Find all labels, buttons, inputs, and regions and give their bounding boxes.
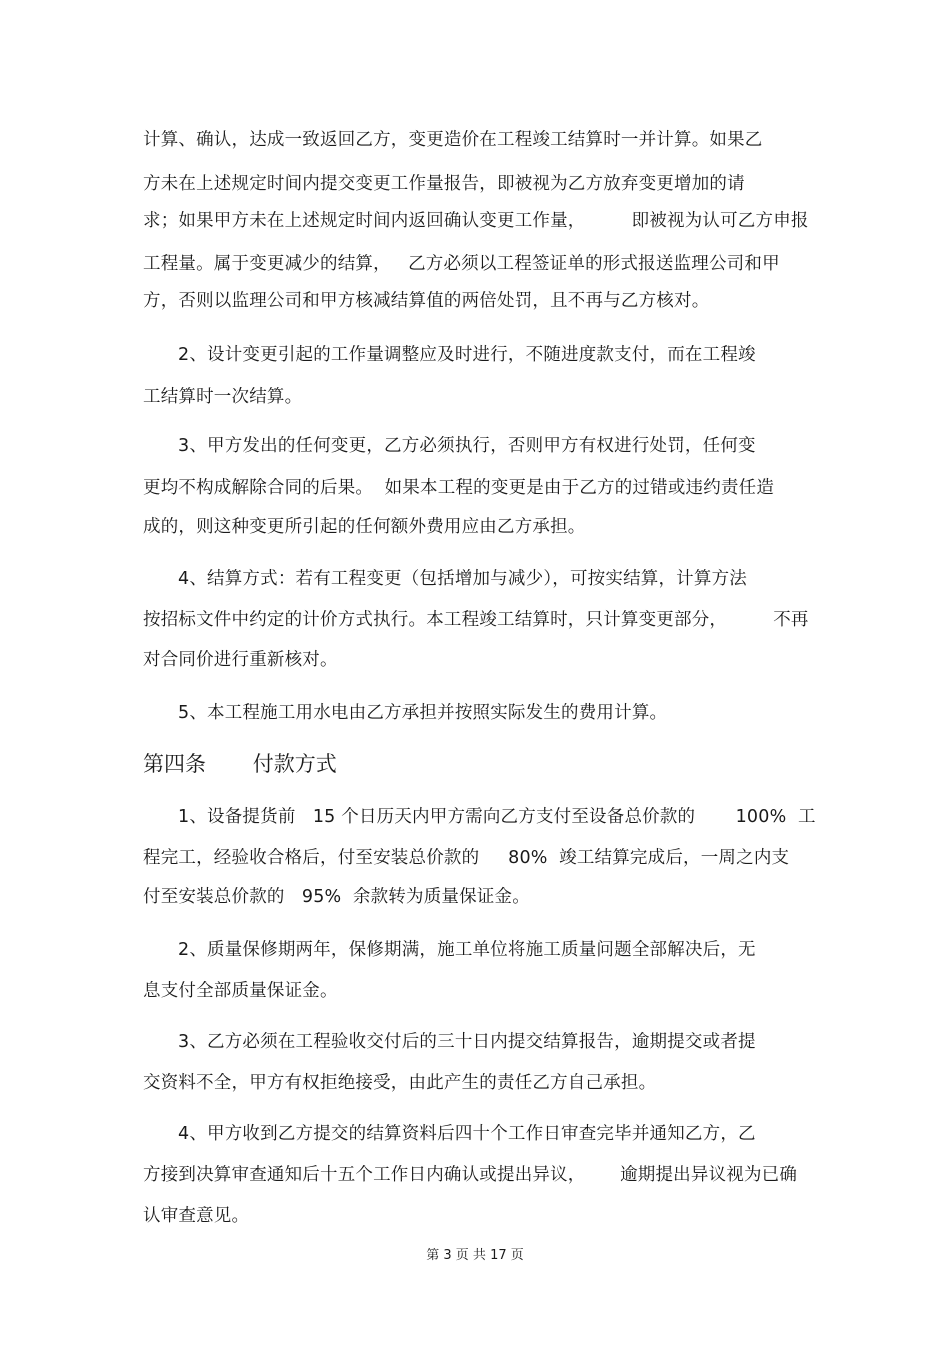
paragraph-line: 付至安装总价款的 95% 余款转为质量保证金。 xyxy=(143,887,530,907)
paragraph-line: 方接到决算审查通知后十五个工作日内确认或提出异议， 逾期提出异议视为已确 xyxy=(143,1165,798,1185)
paragraph-line: 息支付全部质量保证金。 xyxy=(143,981,338,1001)
footer-total-pages: 17 xyxy=(490,1248,507,1263)
paragraph-line: 交资料不全，甲方有权拒绝接受，由此产生的责任乙方自己承担。 xyxy=(143,1073,657,1093)
paragraph-line: 工结算时一次结算。 xyxy=(143,387,303,407)
paragraph-line: 5、本工程施工用水电由乙方承担并按照实际发生的费用计算。 xyxy=(178,703,668,723)
page-footer xyxy=(0,1247,950,1265)
paragraph-line: 方，否则以监理公司和甲方核减结算值的两倍处罚，且不再与乙方核对。 xyxy=(143,291,710,311)
paragraph-line: 计算、确认，达成一致返回乙方，变更造价在工程竣工结算时一并计算。如果乙 xyxy=(143,130,763,150)
paragraph-line: 更均不构成解除合同的后果。 如果本工程的变更是由于乙方的过错或违约责任造 xyxy=(143,478,775,498)
paragraph-line: 按招标文件中约定的计价方式执行。本工程竣工结算时，只计算变更部分， 不再 xyxy=(143,610,809,630)
paragraph-line: 认审查意见。 xyxy=(143,1206,250,1226)
paragraph-line: 1、设备提货前 15 个日历天内甲方需向乙方支付至设备总价款的 100% 工 xyxy=(178,807,816,827)
paragraph-line: 2、设计变更引起的工作量调整应及时进行，不随进度款支付，而在工程竣 xyxy=(178,345,756,365)
footer-middle: 页 共 xyxy=(455,1248,486,1263)
footer-suffix: 页 xyxy=(510,1248,524,1263)
paragraph-line: 2、质量保修期两年，保修期满，施工单位将施工质量问题全部解决后，无 xyxy=(178,940,756,960)
paragraph-line: 4、结算方式：若有工程变更（包括增加与减少），可按实结算，计算方法 xyxy=(178,569,747,589)
paragraph-line: 3、乙方必须在工程验收交付后的三十日内提交结算报告，逾期提交或者提 xyxy=(178,1032,756,1052)
section-heading: 第四条 付款方式 xyxy=(143,752,337,776)
footer-page-number: 3 xyxy=(443,1248,452,1263)
paragraph-line: 对合同价进行重新核对。 xyxy=(143,650,338,670)
paragraph-line: 方未在上述规定时间内提交变更工作量报告，即被视为乙方放弃变更增加的请 xyxy=(143,174,745,194)
paragraph-line: 求；如果甲方未在上述规定时间内返回确认变更工作量， 即被视为认可乙方申报 xyxy=(143,211,809,231)
paragraph-line: 成的，则这种变更所引起的任何额外费用应由乙方承担。 xyxy=(143,517,586,537)
paragraph-line: 3、甲方发出的任何变更，乙方必须执行，否则甲方有权进行处罚，任何变 xyxy=(178,436,756,456)
paragraph-line: 程完工，经验收合格后，付至安装总价款的 80% 竣工结算完成后，一周之内支 xyxy=(143,848,790,868)
footer-prefix: 第 xyxy=(426,1248,440,1263)
paragraph-line: 4、甲方收到乙方提交的结算资料后四十个工作日审查完毕并通知乙方，乙 xyxy=(178,1124,756,1144)
paragraph-line: 工程量。属于变更减少的结算， 乙方必须以工程签证单的形式报送监理公司和甲 xyxy=(143,254,780,274)
